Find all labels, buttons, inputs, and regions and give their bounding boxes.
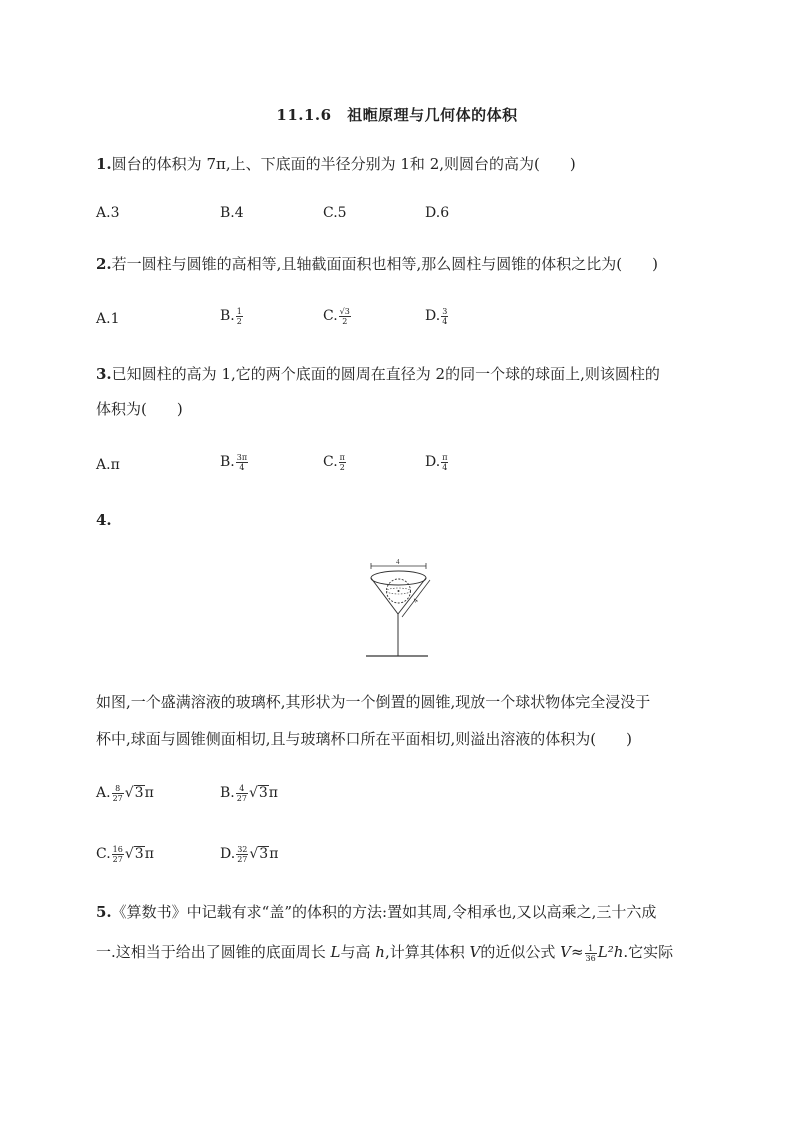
var-h: h (375, 943, 385, 961)
question-5 (96, 902, 656, 922)
option-d: D. $\frac{\pi}{4}$ (425, 452, 448, 472)
option-c: C. $\frac{\pi}{2}$ (323, 452, 345, 472)
option-a: A.π (96, 457, 120, 473)
option-c: C.5 (323, 205, 347, 221)
question-3-line2: 体积为( ) (96, 400, 183, 418)
option-d: D. $\frac{32}{27}$ √3π (220, 844, 279, 864)
fraction: $\frac{4}{27}$ (236, 783, 247, 803)
question-text: 圆台的体积为 7π,上、下底面的半径分别为 1和 2,则圆台的高为( ) (111, 155, 576, 173)
option-b: B. $\frac{3\pi}{4}$ (220, 452, 248, 472)
var-L: L (330, 943, 341, 961)
fraction: $\frac{16}{27}$ (112, 844, 123, 864)
question-number: 4. (96, 511, 112, 529)
cone-side-right (398, 578, 426, 614)
option-b: B. $\frac{1}{2}$ (220, 306, 242, 326)
slant-marker-line (402, 580, 430, 617)
option-a: A.3 (96, 205, 120, 221)
question-number: 5. (96, 903, 112, 921)
fraction: $\frac{8}{27}$ (112, 783, 123, 803)
option-a: A. $\frac{8}{27}$ √3π (96, 783, 154, 803)
option-a: A.1 (96, 311, 120, 327)
formula-fraction: $\frac{1}{36}$ (585, 943, 596, 963)
cone-glass-figure (360, 558, 436, 662)
fraction: $\frac{1}{2}$ (236, 306, 242, 326)
cone-rim (371, 571, 426, 585)
question-number: 1. (96, 155, 112, 173)
question-text-line1: 《算数书》中记载有求“盖”的体积的方法:置如其周,令相承也,又以高乘之,三十六成 (111, 903, 657, 921)
formula-lhs: V≈ (560, 943, 584, 961)
option-c: C. $\frac{16}{27}$ √3π (96, 844, 154, 864)
slant-dimension-label: 4 (411, 597, 420, 605)
formula-tail: L²h (597, 943, 624, 961)
fraction: $\frac{3}{4}$ (442, 306, 448, 326)
cone-side-left (371, 578, 398, 614)
fraction: $\frac{\pi}{2}$ (339, 452, 345, 472)
fraction: $\frac{√3}{2}$ (339, 306, 350, 326)
option-c: C. $\frac{√3}{2}$ (323, 306, 350, 326)
question-number: 3. (96, 365, 112, 383)
question-text-line1: 已知圆柱的高为 1,它的两个底面的圆周在直径为 2的同一个球的球面上,则该圆柱的 (111, 365, 660, 383)
question-2 (96, 254, 658, 274)
fraction: $\frac{3\pi}{4}$ (236, 452, 248, 472)
option-b: B. $\frac{4}{27}$ √3π (220, 783, 278, 803)
question-number: 2. (96, 255, 112, 273)
option-d: D. $\frac{3}{4}$ (425, 306, 448, 326)
question-4-line2: 杯中,球面与圆锥侧面相切,且与玻璃杯口所在平面相切,则溢出溶液的体积为( ) (96, 730, 633, 748)
option-d: D.6 (425, 205, 450, 221)
question-3 (96, 364, 660, 384)
fraction: $\frac{\pi}{4}$ (442, 452, 448, 472)
top-dimension-label: 4 (396, 558, 400, 566)
fraction: $\frac{32}{27}$ (237, 844, 248, 864)
page-title: 11.1.6 祖暅原理与几何体的体积 (276, 106, 518, 124)
option-b: B.4 (220, 205, 244, 221)
question-4-line1: 如图,一个盛满溶液的玻璃杯,其形状为一个倒置的圆锥,现放一个球状物体完全浸没于 (96, 693, 651, 711)
question-1 (96, 154, 576, 174)
question-4 (96, 510, 112, 530)
question-text: 若一圆柱与圆锥的高相等,且轴截面面积也相等,那么圆柱与圆锥的体积之比为( ) (111, 255, 658, 273)
question-5-line2: 一.这相当于给出了圆锥的底面周长 L与高 h,计算其体积 V的近似公式 V≈ $\frac{1}{36}$ L²h.它实际 (96, 943, 674, 963)
var-V: V (469, 943, 481, 961)
